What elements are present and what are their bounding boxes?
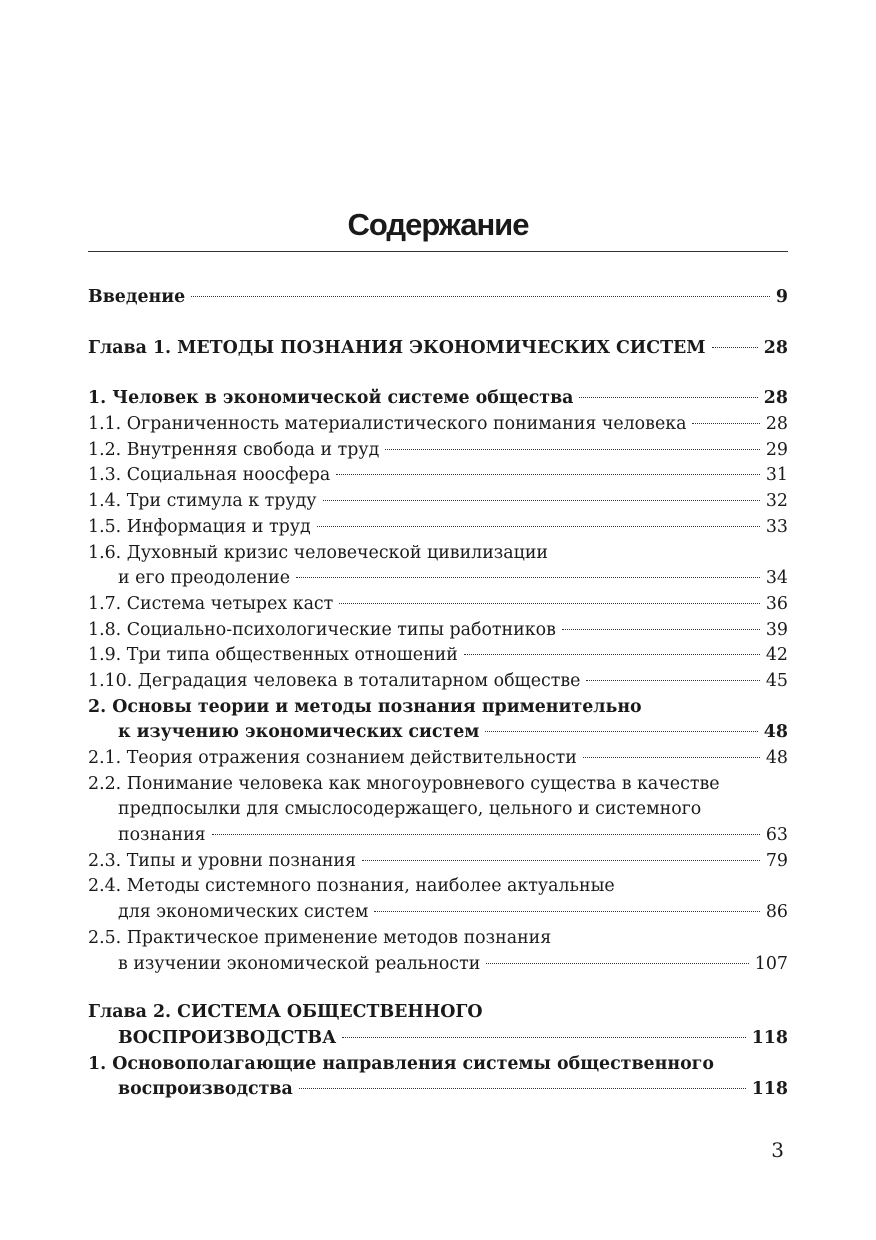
toc-entry-2-2[interactable] <box>88 772 788 798</box>
dot-leader <box>336 474 760 475</box>
toc-page-number: 118 <box>751 1027 788 1048</box>
toc-page-number: 33 <box>765 516 788 537</box>
toc-entry-2-4[interactable] <box>88 874 788 900</box>
dot-leader <box>339 603 760 604</box>
dot-leader <box>362 860 760 861</box>
toc-label: 1.5. Информация и труд <box>88 516 311 537</box>
toc-label: в изучении экономической реальности <box>118 953 481 974</box>
toc-label: и его преодоление <box>118 568 290 589</box>
toc-label: 1. Человек в экономической системе общества <box>88 388 574 409</box>
toc-label: к изучению экономических систем <box>118 722 480 743</box>
toc-label: ВОСПРОИЗВОДСТВА <box>118 1027 337 1048</box>
toc-label: воспроизводства <box>118 1079 293 1100</box>
dot-leader <box>385 449 759 450</box>
toc-entry-1-3[interactable] <box>88 463 788 489</box>
toc-page-number: 36 <box>765 593 788 614</box>
dot-leader <box>583 757 760 758</box>
toc-label: 1.9. Три типа общественных отношений <box>88 645 458 666</box>
toc-label: 1.8. Социально-психологические типы работников <box>88 619 556 640</box>
dot-leader <box>485 731 757 732</box>
title-rule <box>88 251 788 252</box>
page-number: 3 <box>771 1138 784 1162</box>
toc-label: 1.4. Три стимула к труду <box>88 491 317 512</box>
toc-page-number: 63 <box>765 825 788 846</box>
dot-leader <box>712 347 758 348</box>
toc-label: 1.10. Деградация человека в тоталитарном обществе <box>88 670 581 691</box>
dot-leader <box>342 1037 745 1038</box>
toc-label: 2.3. Типы и уровни познания <box>88 850 356 871</box>
dot-leader <box>323 500 760 501</box>
dot-leader <box>692 423 759 424</box>
toc-label: предпосылки для смыслосодержащего, цельного и системного <box>118 799 702 820</box>
dot-leader <box>299 1088 746 1089</box>
toc-page-number: 79 <box>765 850 788 871</box>
toc-label: 1.7. Система четырех каст <box>88 593 334 614</box>
dot-leader <box>296 577 760 578</box>
toc-entry-chapter-2[interactable] <box>88 1000 788 1026</box>
toc-label: 1.2. Внутренняя свобода и труд <box>88 439 380 460</box>
toc-label: 2.4. Методы системного познания, наиболее актуальные <box>88 876 615 897</box>
toc-label: 1.6. Духовный кризис человеческой цивилизации <box>88 542 549 563</box>
dot-leader <box>586 680 759 681</box>
dot-leader <box>317 526 760 527</box>
toc-entry-section-1[interactable] <box>88 386 788 412</box>
dot-leader <box>464 654 760 655</box>
toc-label: познания <box>118 825 206 846</box>
toc-entry-1-7[interactable] <box>88 592 788 618</box>
toc-entry-chapter-1[interactable] <box>88 336 788 362</box>
toc-page-number: 39 <box>765 619 788 640</box>
toc-entry-1-6[interactable] <box>88 541 788 567</box>
toc-page-number: 31 <box>765 465 788 486</box>
table-of-contents <box>88 285 788 1103</box>
toc-entry-chapter-2-cont[interactable] <box>88 1026 788 1052</box>
toc-page-number: 118 <box>751 1079 788 1100</box>
toc-entry-1-6-cont[interactable] <box>88 566 788 592</box>
toc-entry-section-2[interactable] <box>88 695 788 721</box>
dot-leader <box>374 911 760 912</box>
toc-page-number: 28 <box>763 337 788 358</box>
toc-page-number: 45 <box>765 670 788 691</box>
toc-label: Глава 2. СИСТЕМА ОБЩЕСТВЕННОГО <box>88 1002 483 1023</box>
toc-page-number: 48 <box>765 748 788 768</box>
toc-entry-ch2-section-1[interactable] <box>88 1052 788 1078</box>
toc-label: Введение <box>88 287 186 307</box>
dot-leader <box>562 629 760 630</box>
toc-entry-1-4[interactable] <box>88 489 788 515</box>
toc-entry-1-1[interactable] <box>88 412 788 438</box>
dot-leader <box>212 834 760 835</box>
toc-entry-2-2-cont-2[interactable] <box>88 823 788 849</box>
toc-label: 2. Основы теории и методы познания применительно <box>88 696 642 717</box>
toc-page-number: 9 <box>775 287 788 307</box>
toc-page-number: 29 <box>765 439 788 460</box>
toc-label: 2.1. Теория отражения сознанием действительности <box>88 748 577 768</box>
toc-entry-intro[interactable] <box>88 285 788 311</box>
toc-label: 1. Основополагающие направления системы общественного <box>88 1053 714 1074</box>
toc-entry-2-4-cont[interactable] <box>88 900 788 926</box>
toc-page-number: 32 <box>765 491 788 512</box>
page-title: Содержание <box>347 207 529 242</box>
toc-page-number: 86 <box>765 902 788 923</box>
toc-label: 1.3. Социальная ноосфера <box>88 465 331 486</box>
toc-label: 2.5. Практическое применение методов познания <box>88 927 552 948</box>
toc-entry-1-9[interactable] <box>88 643 788 669</box>
toc-label: 1.1. Ограниченность материалистического понимания человека <box>88 414 687 435</box>
toc-entry-2-3[interactable] <box>88 849 788 875</box>
dot-leader <box>579 397 757 398</box>
toc-label: 2.2. Понимание человека как многоуровневого существа в качестве <box>88 773 720 794</box>
dot-leader <box>486 963 749 964</box>
toc-page-number: 42 <box>765 645 788 666</box>
toc-entry-1-8[interactable] <box>88 618 788 644</box>
toc-entry-2-2-cont[interactable] <box>88 797 788 823</box>
toc-entry-1-10[interactable] <box>88 669 788 695</box>
toc-entry-2-5[interactable] <box>88 926 788 952</box>
toc-page-number: 107 <box>754 953 788 974</box>
toc-entry-2-1[interactable] <box>88 746 788 772</box>
toc-page-number: 28 <box>763 388 788 409</box>
toc-entry-2-5-cont[interactable] <box>88 952 788 978</box>
toc-page-number: 34 <box>765 568 788 589</box>
toc-label: для экономических систем <box>118 902 369 923</box>
toc-page-number: 28 <box>765 414 788 435</box>
dot-leader <box>191 296 770 297</box>
toc-entry-ch2-section-1-cont[interactable] <box>88 1077 788 1103</box>
toc-entry-section-2-cont[interactable] <box>88 720 788 746</box>
toc-entry-1-5[interactable] <box>88 515 788 541</box>
toc-label: Глава 1. МЕТОДЫ ПОЗНАНИЯ ЭКОНОМИЧЕСКИХ СИСТЕМ <box>88 337 706 358</box>
toc-entry-1-2[interactable] <box>88 438 788 464</box>
toc-page-number: 48 <box>763 722 788 743</box>
